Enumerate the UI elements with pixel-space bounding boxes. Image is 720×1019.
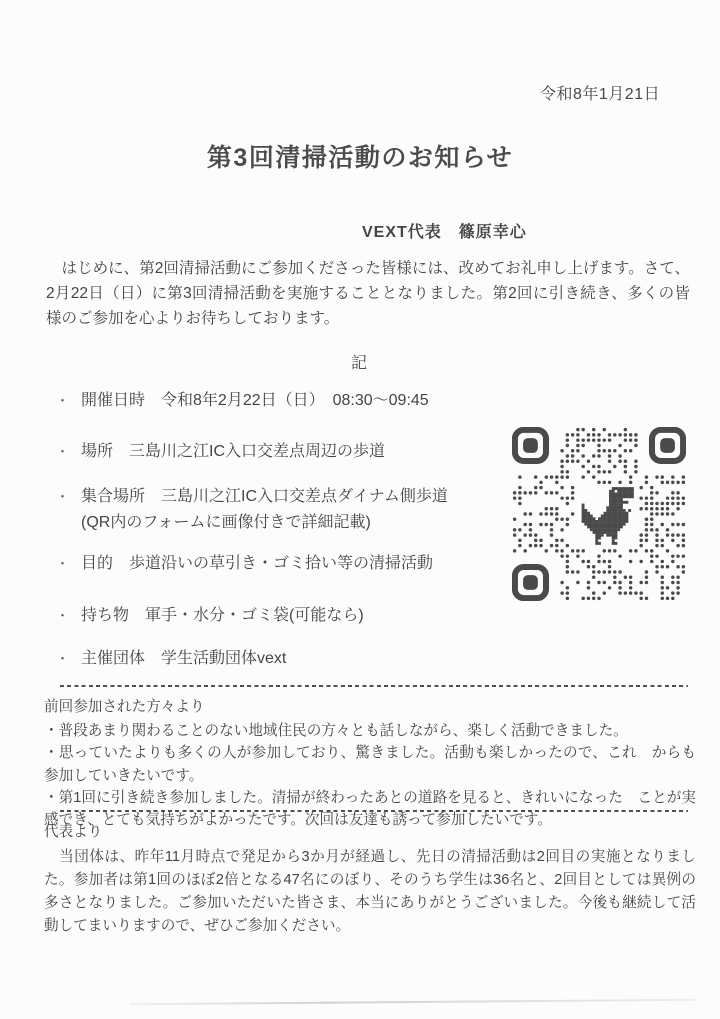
record-mark: 記 [350, 355, 369, 372]
bullet-icon: ・ [56, 444, 70, 459]
bullet-icon: ・ [56, 393, 70, 408]
dashed-divider-bottom [60, 810, 688, 812]
representative-section [44, 821, 696, 938]
bullet-icon: ・ [56, 608, 70, 623]
testimonial-item: ・思っていたよりも多くの人が参加しており、驚きました。活動も楽しかったので、これ からも参加していきたいです。 [44, 745, 696, 784]
detail-text-sub: (QR内のフォームに画像付きで詳細記載) [81, 514, 371, 531]
author-line: VEXT代表 篠原幸心 [362, 224, 527, 241]
detail-text: 主催団体 学生活動団体vext [81, 650, 287, 667]
detail-text-main: 集合場所 三島川之江IC入口交差点ダイナム側歩道 [81, 488, 448, 505]
qr-code-svg [512, 427, 686, 601]
detail-item-datetime [56, 390, 526, 412]
page-title: 第3回清掃活動のお知らせ [206, 144, 514, 172]
detail-text: 目的 歩道沿いの草引き・ゴミ拾い等の清掃活動 [81, 555, 434, 572]
detail-item-organizer [56, 648, 526, 670]
document-date: 令和8年1月21日 [540, 86, 661, 103]
representative-body: 当団体は、昨年11月時点で発足から3か月が経過し、先日の清掃活動は2回目の実施となりました。参加者は第1回のほぼ2倍となる47名にのぼり、そのうち学生は36名と、2回目としては異例の多さとなりました。ご参加いただいた皆さま、本当にありがとうございました。今後も継続して活動してまいりますので、ぜひご参加ください。 [44, 849, 696, 935]
detail-item-place [56, 441, 526, 463]
bullet-icon: ・ [56, 489, 70, 504]
scan-artifact-line [130, 999, 695, 1005]
detail-item-meeting-place [56, 486, 526, 534]
detail-text [81, 486, 448, 534]
detail-item-belongings [56, 605, 526, 627]
testimonial-item: ・第1回に引き続き参加しました。清掃が終わったあとの道路を見ると、きれいになった ことが実感でき、とても気持ちがよかったです。次回は友達も誘って参加したいです。 [44, 789, 696, 828]
dashed-divider-top [60, 685, 688, 687]
qr-code-chrome-dino-icon [512, 427, 686, 601]
testimonials-heading: 前回参加された方々より [44, 699, 205, 715]
detail-text: 開催日時 令和8年2月22日（日） 08:30～09:45 [81, 392, 429, 409]
testimonial-item: ・普段あまり関わることのない地域住民の方々とも話しながら、楽しく活動できました。 [44, 723, 628, 740]
detail-text: 場所 三島川之江IC入口交差点周辺の歩道 [81, 443, 386, 460]
details-list [56, 390, 526, 670]
bullet-icon: ・ [56, 651, 70, 666]
detail-item-purpose [56, 553, 526, 575]
intro-paragraph: はじめに、第2回清掃活動にご参加くださった皆様には、改めてお礼申し上げます。さて、2月22日（日）に第3回清掃活動を実施することとなりました。第2回に引き続き、多くの皆様のご参加を心よりお待ちしております。 [46, 260, 690, 328]
detail-text: 持ち物 軍手・水分・ゴミ袋(可能なら) [81, 607, 364, 624]
bullet-icon: ・ [56, 556, 70, 571]
representative-heading: 代表より [44, 824, 103, 840]
